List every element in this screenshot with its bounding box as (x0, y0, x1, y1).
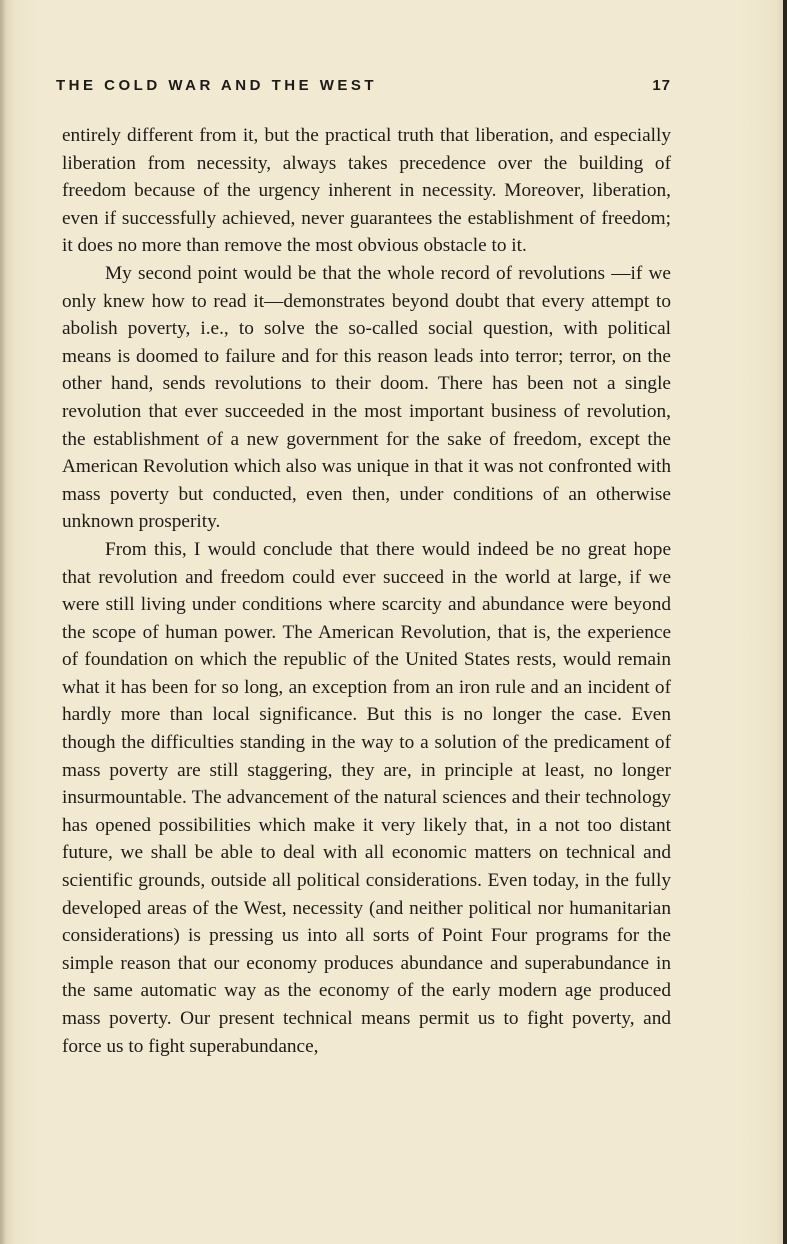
page-gutter-shadow (0, 0, 6, 1244)
body-text (62, 122, 671, 1060)
paragraph-continuation: entirely different from it, but the practical truth that liberation, and especially liberation from necessity, always takes precedence over the building of freedom because of the urgency inherent in necessity. Moreover, liberation, even if successfully achieved, never guarantees the establishment of freedom; it does no more than remove the most obvious obstacle to it. (62, 125, 671, 257)
page-number: 17 (652, 77, 671, 94)
paragraph-second-point: My second point would be that the whole record of revolutions —if we only knew how to read it—demonstrates beyond doubt that every attempt to abolish poverty, i.e., to solve the so-called social question, with political means is doomed to failure and for this reason leads into terror; terror, on the other hand, sends revolutions to their doom. There has been not a single revolution that ever succeeded in the most important business of revolution, the establishment of a new government for the sake of freedom, except the American Revolution which also was unique in that it was not confronted with mass poverty but conducted, even then, under conditions of an otherwise unknown prosperity. (62, 262, 671, 533)
running-head-title: THE COLD WAR AND THE WEST (56, 77, 378, 94)
running-head (56, 73, 671, 99)
page-edge (783, 0, 787, 1244)
paragraph-conclusion: From this, I would conclude that there would indeed be no great hope that revolution and freedom could ever succeed in the world at large, if we were still living under conditions where scarcity and abundance were beyond the scope of human power. The American Revolution, that is, the experience of foundation on which the republic of the United States rests, would remain what it has been for so long, an exception from an iron rule and an incident of hardly more than local significance. But this is no longer the case. Even though the difficulties standing in the way to a solution of the predicament of mass poverty are still staggering, they are, in principle at least, no longer insurmountable. The advancement of the natural sciences and their technology has opened possibilities which make it very likely that, in a not too distant future, we shall be able to deal with all economic matters on technical and scientific grounds, outside all political considerations. Even today, in the fully developed areas of the West, necessity (and neither political nor humanitarian considerations) is pressing us into all sorts of Point Four programs for the simple reason that our economy produces abundance and superabundance in the same automatic way as the economy of the early modern age produced mass poverty. Our present technical means permit us to fight poverty, and force us to fight superabundance, (62, 538, 671, 1057)
